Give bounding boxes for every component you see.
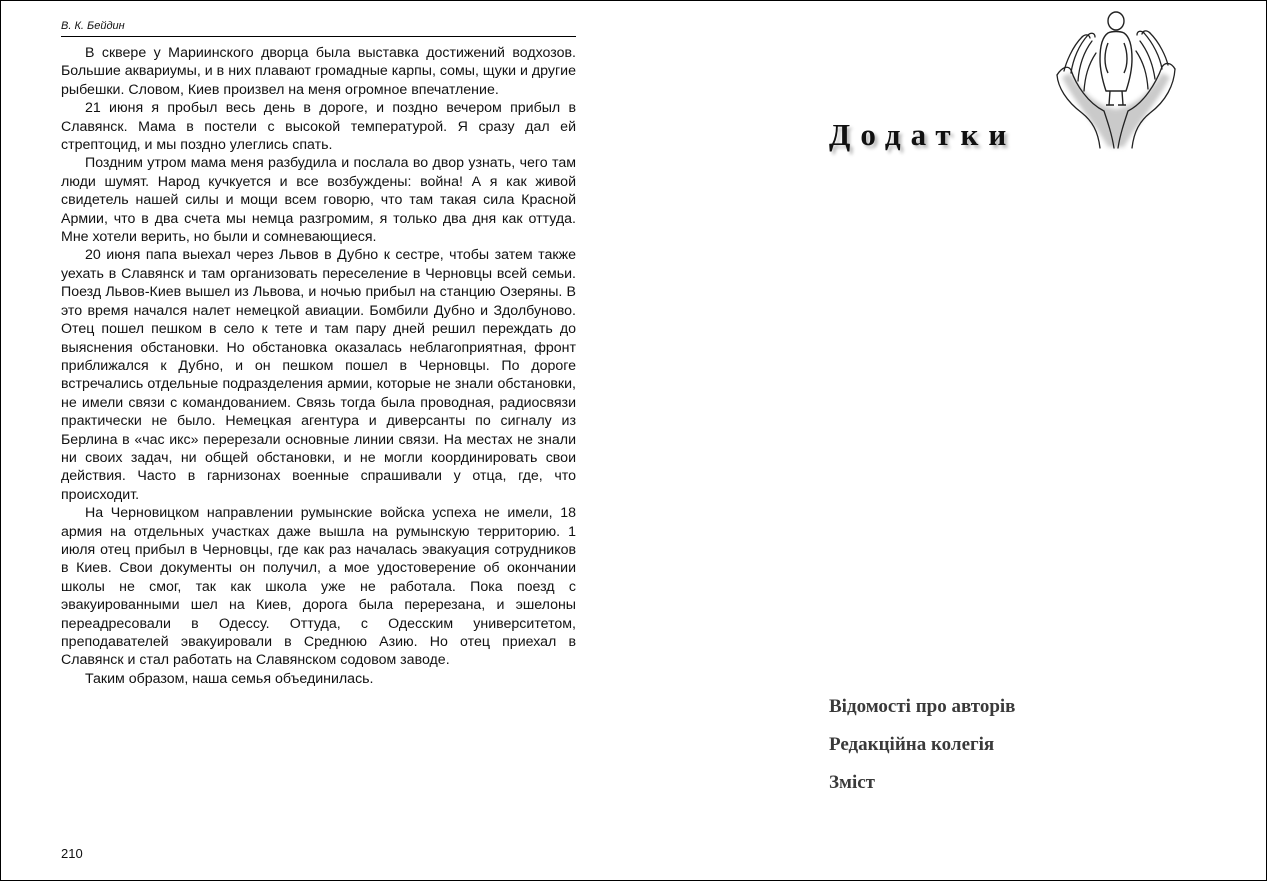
paragraph: 21 июня я пробыл весь день в дороге, и поздно вечером прибыл в Славянск. Мама в постели с высокой температурой. Я сразу дал ей стрептоцид, и мы поздно улеглись спать. <box>61 100 576 154</box>
paragraph: В сквере у Мариинского дворца была выставка достижений водхозов. Большие аквариумы, и в них плавают громадные карпы, сомы, щуки и другие рыбешки. Словом, Киев произвел на меня огромное впечатление. <box>61 45 576 98</box>
paragraph: На Черновицком направлении румынские войска успеха не имели, 18 армия на отдельных участках даже вышла на румынскую территорию. 1 июля отец прибыл в Черновцы, где как раз началась эвакуация сотрудников в Киев. Свои документы он получил, а мое удостоверение об окончании школы не смог, так как школа уже не работала. Пока поезд с эвакуированными шел на Киев, дорога была перерезана, и эшелоны переадресовали в Одессу. Оттуда, с Одесским университетом, преподавателей эвакуировали в Среднюю Азию. Но отец приехал в Славянск и стал работать на Славянском содовом заводе. <box>61 505 576 669</box>
left-page <box>1 1 634 880</box>
section-title: Додатки <box>829 117 1017 152</box>
paragraph: 20 июня папа выехал через Львов в Дубно к сестре, чтобы затем также уехать в Славянск и там организовать переселение в Черновцы всей семьи. Поезд Львов-Киев вышел из Львова, и ночью прибыл на станцию Озеряны. В это время начался налет немецкой авиации. Бомбили Дубно и Здолбуново. Отец пошел пешком в село к тете и там пару дней решил переждать до выяснения обстановки. Но обстановка оказалась неблагоприятная, фронт приближался к Дубно, и он пешком пошел в Черновцы. По дороге встречались отдельные подразделения армии, которые не знали обстановки, не имели связи с командованием. Связь тогда была проводная, радиосвязи практически не было. Немецкая агентура и диверсанты по сигналу из Берлина в «час икс» перерезали основные линии связи. На местах не знали ни своих задач, ни общей обстановки, и не могли координировать свои действия. Часто в гарнизонах военные спрашивали у отца, где, что происходит. <box>61 247 576 503</box>
running-head: В. К. Бейдин <box>61 19 576 37</box>
appendix-contents <box>829 695 1015 809</box>
contents-item-editorial-board: Редакційна колегія <box>829 734 995 755</box>
contents-item-authors: Відомості про авторів <box>829 696 1016 717</box>
hands-holding-figure-icon <box>1052 7 1180 153</box>
contents-item-table-of-contents: Зміст <box>829 772 876 793</box>
paragraph: Таким образом, наша семья объединилась. <box>85 670 374 687</box>
body-text <box>61 44 576 688</box>
paragraph: Поздним утром мама меня разбудила и послала во двор узнать, чего там люди шумят. Народ кучкуется и все возбуждены: война! А я как живой свидетель нашей силы и мощи всем говорю, что там такая сила Красной Армии, что в два счета мы немца разгромим, я только два дня как оттуда. Мне хотели верить, но были и сомневающиеся. <box>61 155 576 246</box>
right-page <box>634 1 1266 880</box>
page-number: 210 <box>61 846 83 861</box>
